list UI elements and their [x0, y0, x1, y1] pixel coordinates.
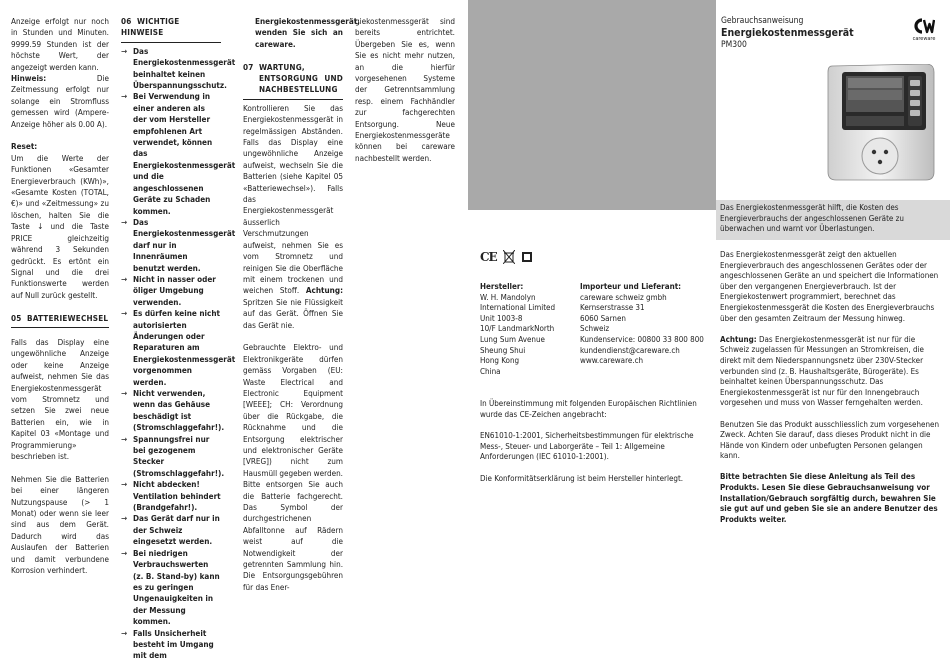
- section-05-number: 05: [11, 312, 22, 323]
- maintenance-text: Kontrollieren Sie das Energiekostenmessgerät in regelmässigen Abständen. Falls das Display eine ungewöhnliche Anzeige aufweist, wechseln Sie die Batterien (siehe Kapitel 05 «Batteriewechsel»). Falls das Energiekostenmessgerät äusserlich Verschmutzungen aufweist, nehmen Sie es vom Stromnetz und reinigen Sie die Oberfläche mit einem trockenen und weichen Stoff.: [243, 102, 343, 296]
- note-item: → Nicht verwenden, wenn das Gehäuse beschädigt ist (Stromschlaggefahr!).: [121, 388, 221, 434]
- product-title: Energiekostenmessgerät: [721, 27, 854, 39]
- section-06-heading: [121, 16, 221, 39]
- notes-continuation: Energiekostenmessgerät, wenden Sie sich an careware.: [255, 16, 361, 49]
- hint-paragraph: [11, 73, 109, 130]
- address-line: www.careware.ch: [580, 356, 644, 366]
- disposal-continuation: giekostenmessgerät sind bereits entrichtet. Übergeben Sie es, wenn Sie es nicht mehr nutzen, an die hierfür vorgesehenen Systeme der Getrenntsammlung resp. einem Fachhändler zur fachgerechten Entsorgung. Neue Energiekostenmessgeräte können bei careware nachbestellt werden.: [355, 16, 455, 163]
- careware-logo-icon: [913, 18, 935, 34]
- note-item: → Das Gerät darf nur in der Schweiz eingesetzt werden.: [121, 513, 221, 547]
- ce-mark: CE: [480, 249, 497, 264]
- address-line: Schweiz: [580, 324, 610, 334]
- maintenance-text-end: Spritzen Sie nie Flüssigkeit auf das Gerät. Öffnen Sie das Gerät nie.: [243, 296, 343, 330]
- address-line: Unit 1003-8: [480, 313, 523, 323]
- attention-label: Achtung:: [305, 285, 343, 296]
- note-item: → Es dürfen keine nicht autorisierten Änderungen oder Reparaturen am Energiekostenmessgerät vorgenommen werden.: [121, 308, 221, 388]
- address-block: [480, 282, 708, 377]
- attention-paragraph: [720, 335, 942, 409]
- column-1: [11, 16, 109, 576]
- note-item: → Bei niedrigen Verbrauchswerten (z. B. Stand-by) kann es zu geringen Ungenauigkeiten in der Messung kommen.: [121, 548, 221, 628]
- attention-label: Achtung:: [720, 334, 757, 344]
- column-3: [243, 16, 361, 593]
- address-line: Lung Sum Avenue: [480, 334, 545, 344]
- supplier-label: Importeur und Lieferant:: [580, 282, 682, 291]
- note-item: → Falls Unsicherheit besteht im Umgang mit dem: [121, 628, 221, 662]
- manufacturer-label: Hersteller:: [480, 282, 524, 291]
- model-number: PM300: [721, 40, 747, 50]
- address-line: Kundenservice: 00800 33 800 800: [580, 334, 704, 344]
- address-line: kundendienst@careware.ch: [580, 345, 680, 355]
- section-07-title: WARTUNG, ENTSORGUNG UND NACHBESTELLUNG: [259, 61, 343, 95]
- address-line: W. H. Mandolyn International Limited: [480, 292, 556, 313]
- section-05-title: BATTERIEWECHSEL: [27, 312, 109, 323]
- manual-subtitle: Gebrauchsanweisung: [721, 16, 804, 26]
- brand-name: careware: [912, 36, 936, 42]
- usage-paragraph: Benutzen Sie das Produkt ausschliesslich zum vorgesehenen Zweck. Achten Sie darauf, dass dieses Produkt nicht in die Hände von Kindern oder unbefugten Personen gelangen kann.: [720, 419, 940, 461]
- manufacturer-block: [480, 282, 580, 377]
- time-intro: Anzeige erfolgt nur noch in Stunden und Minuten. 9999.59 Stunden ist der höchste Wert, der angezeigt werden kann.: [11, 16, 109, 72]
- energy-meter-icon: [822, 64, 940, 182]
- address-line: Hong Kong: [480, 356, 520, 366]
- section-divider: [121, 42, 221, 43]
- ce-statement: In Übereinstimmung mit folgenden Europäischen Richtlinien wurde das CE-Zeichen angebracht:: [480, 399, 697, 419]
- section-06-number: 06: [121, 16, 132, 26]
- address-line: China: [480, 366, 501, 376]
- note-item: → Das Energiekostenmessgerät beinhaltet keinen Überspannungsschutz.: [121, 46, 221, 92]
- reset-text: Um die Werte der Funktionen «Gesamter Energieverbrauch (KWh)», «Gesamte Kosten (TOTAL, €)» und «Zeitmessung» zu löschen, halten Sie die Taste ↓ und die Taste PRICE gleichzeitig während 3 Sekunden gedrückt. Es ertönt ein Signal und die drei Funktionswerte werden auf Null zurück gestellt.: [11, 152, 109, 300]
- reset-label: Reset:: [11, 141, 38, 152]
- address-line: Kernserstrasse 31: [580, 303, 645, 313]
- intro-paragraph: Das Energiekostenmessgerät zeigt den aktuellen Energieverbrauch des angeschlossenen Gerätes oder der angeschlossenen Geräte an und speichert die Informationen über den vergangenen Energieverbrauch. Ist der Energiekostenwert programmiert, berechnet das Energiekostenmessgerät die Kosten des Energieverbrauchs über den gesamten Zeitraum der Messung hinweg.: [720, 250, 939, 323]
- section-divider: [11, 327, 109, 328]
- address-line: 6060 Sarnen: [580, 313, 626, 323]
- column-4: [355, 16, 455, 164]
- supplier-block: [580, 282, 708, 377]
- conformity-text: Die Konformitätserklärung ist beim Hersteller hinterlegt.: [480, 473, 684, 483]
- certification-symbols: [480, 250, 708, 264]
- disposal-paragraph: Gebrauchte Elektro- und Elektronikgeräte dürfen gemäss Vorgaben (EU: Waste Electrical and Electronic Equipment [WEEE]; CH: Verordnung über die Rückgabe, die Rücknahme und die Entsorgung elektrischer und elektronischer Geräte [VREG]) nicht zum Hausmüll gegeben werden. Bitte entsorgen Sie auch die Batterie fachgerecht. Das Symbol der durchgestrichenen Abfalltonne auf Rädern weist auf die Notwendigkeit der getrennten Sammlung hin. Die Entsorgungsgebühren für das Ener-: [243, 342, 343, 592]
- battery-paragraph-2: Nehmen Sie die Batterien bei einer längeren Nutzungspause (> 1 Monat) oder wenn sie leer sind aus dem Gerät. Dadurch wird das Auslaufen der Batterien und damit verbundene Korrosion verhindert.: [11, 473, 109, 576]
- section-07-number: 07: [243, 61, 254, 72]
- manufacturer-address: [480, 293, 580, 378]
- note-item: → Bei Verwendung in einer anderen als der vom Hersteller empfohlenen Art verwendet, können das Energiekostenmessgerät und die angeschlossenen Geräte zu Schaden kommen.: [121, 91, 221, 216]
- energy-meter-image: [822, 64, 940, 182]
- norms-text: EN61010-1:2001, Sicherheitsbestimmungen für elektrische Mess-, Steuer- und Laborgeräte – Teil 1: Allgemeine Anforderungen (IEC 61010-1:2001).: [480, 431, 694, 462]
- address-line: 10/F LandmarkNorth: [480, 324, 555, 334]
- address-line: Sheung Shui: [480, 345, 526, 355]
- careware-logo: [904, 18, 944, 42]
- section-07-heading: [243, 62, 343, 96]
- column-2: [121, 16, 236, 662]
- weee-bin-icon: [503, 250, 515, 264]
- section-06-title: WICHTIGE HINWEISE: [121, 16, 180, 38]
- note-item: → Spannungsfrei nur bei gezogenem Stecker (Stromschlaggefahr!).: [121, 434, 221, 480]
- product-background: [468, 0, 716, 210]
- hint-text: Die Zeitmessung erfolgt nur solange ein Stromfluss gemessen wird (Ampere-Anzeige höher als 0.00 A).: [11, 73, 109, 129]
- imprint-column: [480, 250, 708, 484]
- important-notes-list: [121, 45, 236, 662]
- caption-text: Das Energiekostenmessgerät hilft, die Kosten des Energieverbrauchs der angeschlossenen Geräte zu überwachen und warnt vor Überlastungen.: [720, 203, 904, 234]
- supplier-address: [580, 293, 708, 367]
- note-item: → Nicht in nasser oder öliger Umgebung verwenden.: [121, 274, 221, 308]
- maintenance-paragraph: [243, 103, 343, 331]
- keep-manual-paragraph: Bitte betrachten Sie diese Anleitung als Teil des Produkts. Lesen Sie diese Gebrauchsanweisung vor Installation/Gebrauch sorgfältig durch, bewahren Sie sie gut auf und geben Sie sie an andere Benutzer des Produkts weiter.: [720, 472, 938, 524]
- section-05-heading: [11, 313, 109, 324]
- note-item: → Nicht abdecken! Ventilation behindert (Brandgefahr!).: [121, 479, 221, 513]
- battery-paragraph-1: Falls das Display eine ungewöhnliche Anzeige oder keine Anzeige aufweist, nehmen Sie das Energiekostenmessgerät vom Stromnetz und setzen Sie zwei neue Batterien ein, wie in Kapitel 03 «Montage und Programmierung» beschrieben ist.: [11, 336, 109, 461]
- vreg-symbol-icon: [521, 250, 533, 264]
- introduction-column: [720, 250, 942, 536]
- section-divider: [243, 99, 343, 100]
- attention-text: Das Energiekostenmessgerät ist nur für die Schweiz zugelassen für Messungen an Stromkreisen, die direkt mit dem Niederspannungsnetz über 230V-Stecker verbunden sind (z. B. Haushaltsgeräte, Bürogeräte). Es beinhaltet keinen Überspannungsschutz. Das Energiekostenmessgerät ist nur für den Innengebrauch vorgesehen und muss von Wasser ferngehalten werden.: [720, 334, 924, 408]
- note-item: → Das Energiekostenmessgerät darf nur in Innenräumen benutzt werden.: [121, 217, 221, 274]
- hint-label: Hinweis:: [11, 73, 47, 84]
- address-line: careware schweiz gmbh: [580, 292, 667, 302]
